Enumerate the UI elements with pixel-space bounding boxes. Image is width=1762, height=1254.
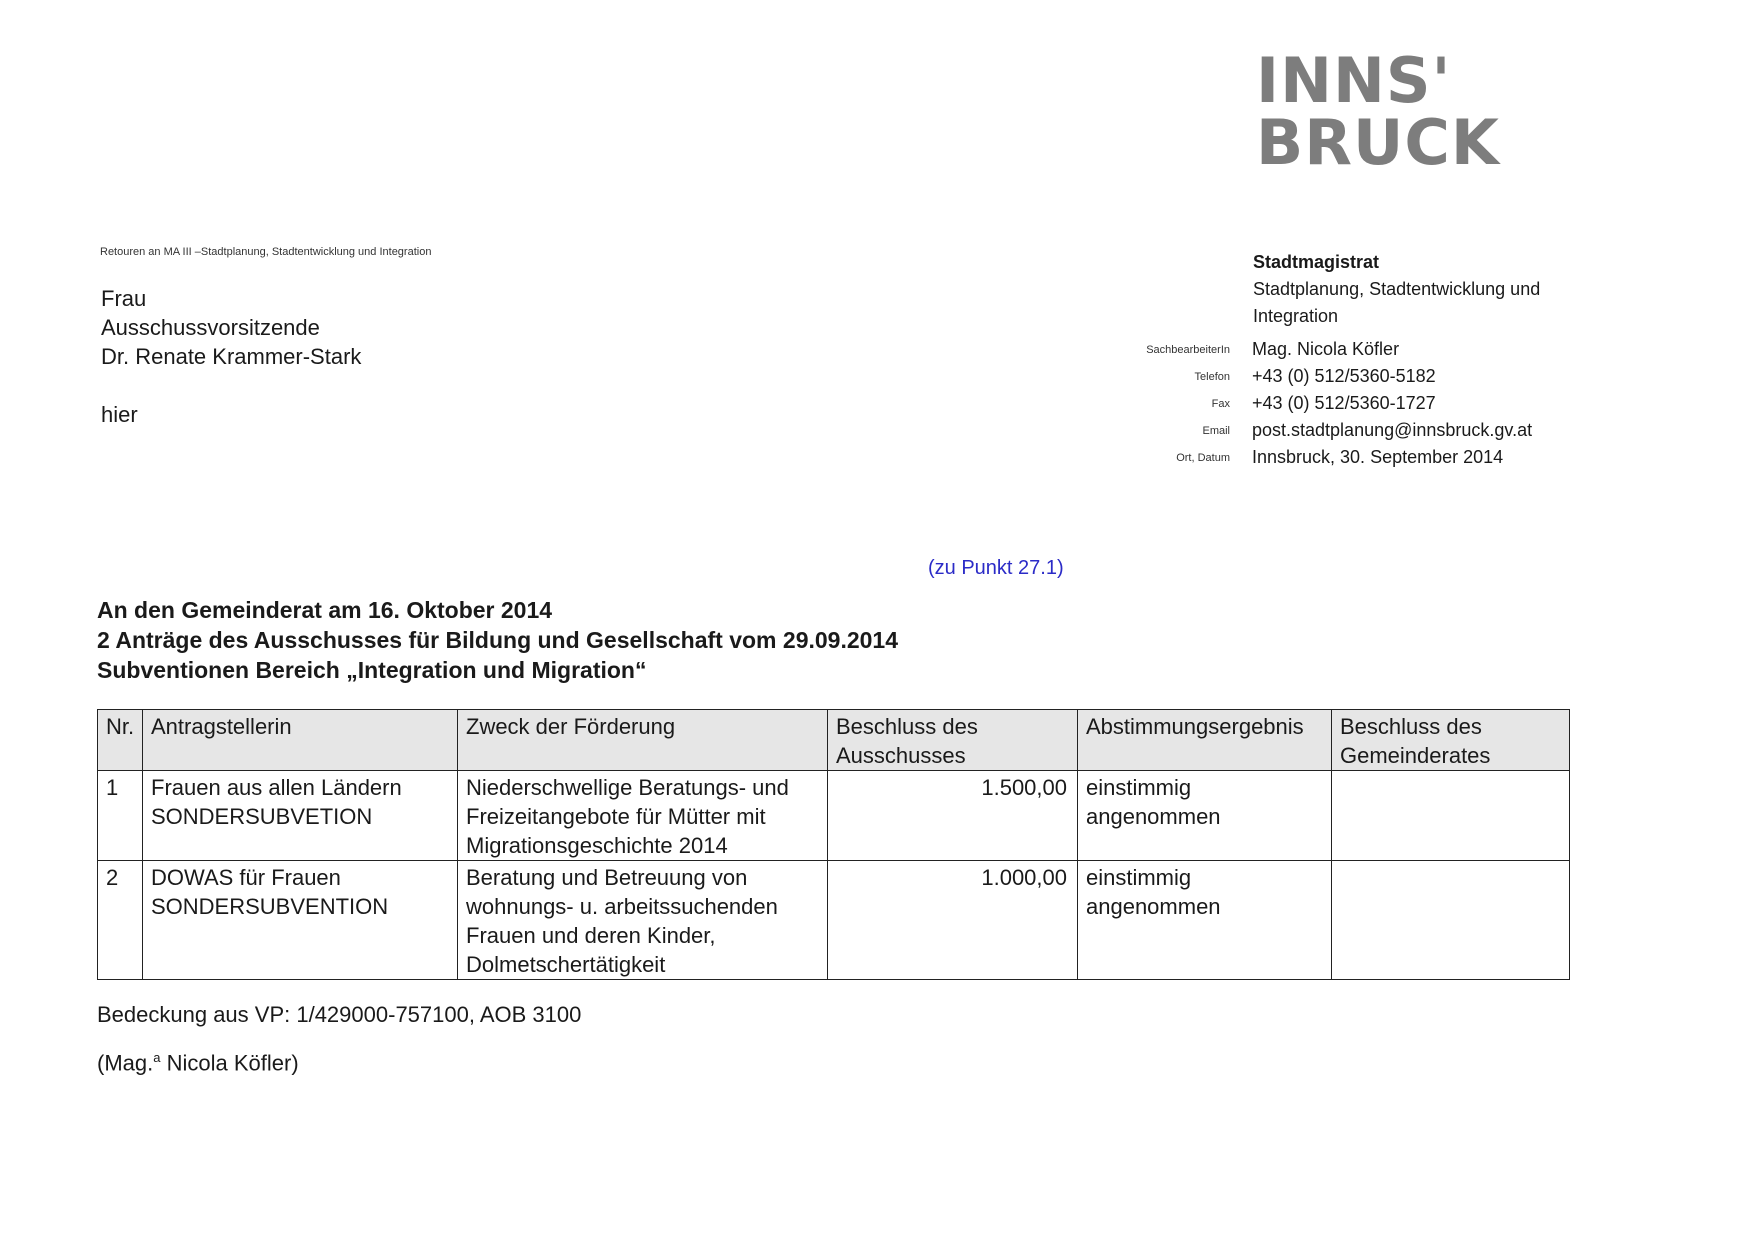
cell-purpose: Niederschwellige Beratungs- und Freizeitangebote für Mütter mit Migrationsgeschichte 2014 xyxy=(458,771,828,861)
cell-vote: einstimmig angenommen xyxy=(1078,861,1332,980)
recipient-block xyxy=(101,284,361,429)
header-nr: Nr. xyxy=(98,710,143,771)
contact-value: Innsbruck, 30. September 2014 xyxy=(1252,447,1504,467)
header-committee-decision: Beschluss des Ausschusses xyxy=(828,710,1078,771)
table-header-row xyxy=(98,710,1570,771)
cell-council xyxy=(1332,861,1570,980)
logo-line-1: INNS' xyxy=(1256,44,1452,117)
agenda-reference: (zu Punkt 27.1) xyxy=(928,557,1064,579)
contact-label: Telefon xyxy=(1194,370,1230,383)
cell-amount: 1.000,00 xyxy=(828,861,1078,980)
applicant-name: DOWAS für Frauen xyxy=(151,865,341,890)
contact-label: Ort, Datum xyxy=(1176,451,1230,464)
cell-council xyxy=(1332,771,1570,861)
table-row xyxy=(98,861,1570,980)
title-line-3: Subventionen Bereich „Integration und Migration“ xyxy=(97,657,647,683)
sender-block xyxy=(1253,249,1583,330)
subsidy-table xyxy=(97,709,1570,980)
title-line-2: 2 Anträge des Ausschusses für Bildung und Gesellschaft vom 29.09.2014 xyxy=(97,627,899,653)
return-address-line: Retouren an MA III –Stadtplanung, Stadtentwicklung und Integration xyxy=(100,246,432,258)
signer-superscript: a xyxy=(153,1050,161,1065)
applicant-type: SONDERSUBVETION xyxy=(151,804,373,829)
contact-value: post.stadtplanung@innsbruck.gv.at xyxy=(1252,420,1533,440)
title-line-1: An den Gemeinderat am 16. Oktober 2014 xyxy=(97,597,553,623)
logo-line-2: BRUCK xyxy=(1256,106,1500,179)
innsbruck-logo xyxy=(1256,44,1500,179)
header-vote-result: Abstimmungsergebnis xyxy=(1078,710,1332,771)
cell-applicant xyxy=(143,771,458,861)
contact-label: SachbearbeiterIn xyxy=(1146,343,1230,356)
budget-coverage: Bedeckung aus VP: 1/429000-757100, AOB 3100 xyxy=(97,1002,582,1027)
header-purpose: Zweck der Förderung xyxy=(458,710,828,771)
applicant-name: Frauen aus allen Ländern xyxy=(151,775,402,800)
contact-label: Fax xyxy=(1211,397,1230,410)
cell-amount: 1.500,00 xyxy=(828,771,1078,861)
sender-department: Stadtplanung, Stadtentwicklung und Integration xyxy=(1253,279,1541,326)
cell-vote: einstimmig angenommen xyxy=(1078,771,1332,861)
cell-applicant xyxy=(143,861,458,980)
recipient-salutation: Frau xyxy=(101,286,147,311)
contact-row xyxy=(1120,444,1640,471)
header-council-decision: Beschluss des Gemeinderates xyxy=(1332,710,1570,771)
cell-nr: 2 xyxy=(98,861,143,980)
recipient-role: Ausschussvorsitzende xyxy=(101,315,320,340)
contact-row xyxy=(1120,390,1640,417)
contact-row xyxy=(1120,363,1640,390)
recipient-name: Dr. Renate Krammer-Stark xyxy=(101,344,362,369)
contact-details xyxy=(1120,336,1640,471)
contact-value: +43 (0) 512/5360-5182 xyxy=(1252,366,1436,386)
sender-org: Stadtmagistrat xyxy=(1253,252,1380,272)
applicant-type: SONDERSUBVENTION xyxy=(151,894,389,919)
contact-value: +43 (0) 512/5360-1727 xyxy=(1252,393,1436,413)
contact-row xyxy=(1120,417,1640,444)
signer-prefix: (Mag. xyxy=(97,1050,154,1076)
contact-row xyxy=(1120,336,1640,363)
cell-purpose: Beratung und Betreuung von wohnungs- u. arbeitssuchenden Frauen und deren Kinder, Dolmetschertätigkeit xyxy=(458,861,828,980)
recipient-location: hier xyxy=(101,402,138,427)
table-row xyxy=(98,771,1570,861)
header-applicant: Antragstellerin xyxy=(143,710,458,771)
signer-suffix: Nicola Köfler) xyxy=(160,1050,299,1076)
signer xyxy=(97,1050,299,1076)
contact-value: Mag. Nicola Köfler xyxy=(1252,339,1400,359)
document-title xyxy=(97,595,898,685)
contact-label: Email xyxy=(1202,424,1230,437)
cell-nr: 1 xyxy=(98,771,143,861)
